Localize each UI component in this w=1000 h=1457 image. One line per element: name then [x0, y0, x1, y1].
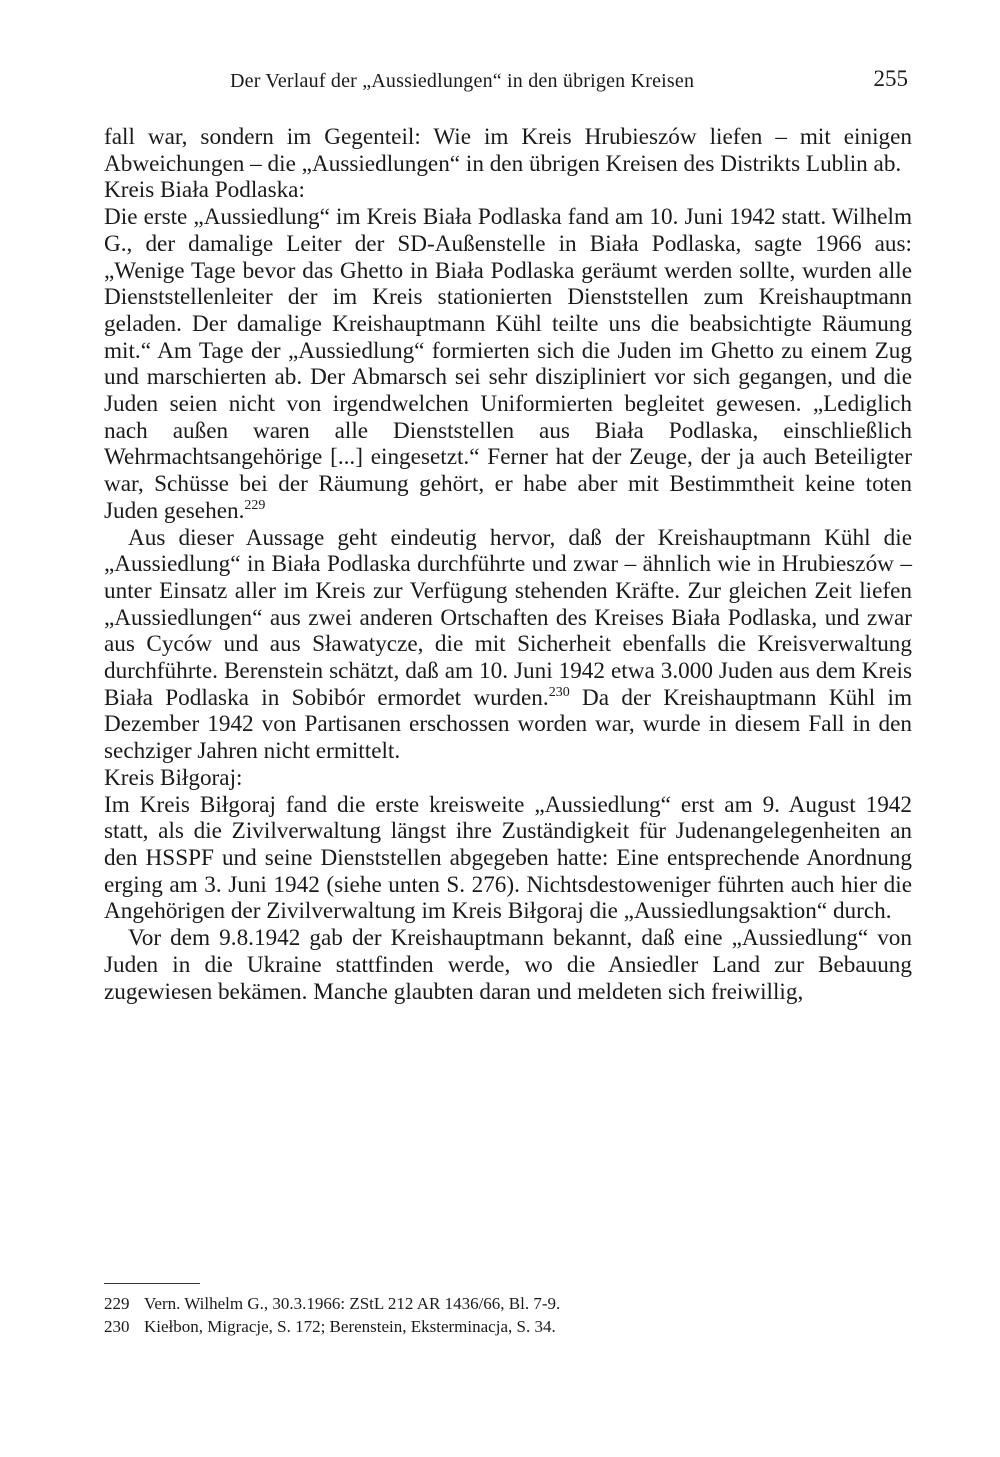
body-text: [104, 124, 912, 1005]
footnote-reference-230[interactable]: 230: [548, 684, 570, 700]
footnotes: [104, 1292, 912, 1338]
section-heading-bilgoraj: Kreis Biłgoraj:: [104, 764, 243, 791]
paragraph-text: Die erste „Aussiedlung“ im Kreis Biała Podlaska fand am 10. Juni 1942 statt. Wilhelm G., der damalige Leiter der SD-Außenstelle in Biała Podlaska, sagte 1966 aus: „Wenige Tage bevor das Ghetto in Biała Podlaska geräumt werden sollte, wurden alle Dienststellenleiter der im Kreis stationierten Dienststellen zum Kreishauptmann geladen. Der damalige Kreishauptmann Kühl teilte uns die beabsichtigte Räumung mit.“ Am Tage der „Aussiedlung“ formierten sich die Juden im Ghetto zu einem Zug und marschierten ab. Der Abmarsch sei sehr diszipliniert vor sich gegangen, und die Juden seien nicht von irgendwelchen Uniformierten begleitet gewesen. „Lediglich nach außen waren alle Dienststellen aus Biała Podlaska, einschließlich Wehrmachtsangehörige [...] eingesetzt.“ Ferner hat der Zeuge, der ja auch Beteiligter war, Schüsse bei der Räumung gehört, er habe aber mit Bestimmtheit keine toten Juden gesehen.: [104, 204, 912, 524]
page-number: 255: [873, 66, 908, 91]
footnote-number: 229: [104, 1294, 130, 1313]
footnote-reference-229[interactable]: 229: [244, 497, 266, 513]
paragraph-bilgoraj: Im Kreis Biłgoraj fand die erste kreisweite „Aussiedlung“ erst am 9. August 1942 statt, als die Zivilverwaltung längst ihre Zuständigkeit für Judenangelegenheiten an den HSSPF und seine Dienststellen abgegeben hatte: Eine entsprechende Anordnung erging am 3. Juni 1942 (siehe unten S. 276). Nichtsdestoweniger führten auch hier die Angehörigen der Zivilverwaltung im Kreis Biłgoraj die „Aussiedlungsaktion“ durch.: [104, 791, 912, 925]
footnote-number: 230: [104, 1317, 130, 1336]
footnote-230: [104, 1315, 912, 1338]
footnote-text: Vern. Wilhelm G., 30.3.1966: ZStL 212 AR 1436/66, Bl. 7-9.: [144, 1294, 561, 1313]
running-title: Der Verlauf der „Aussiedlungen“ in den übrigen Kreisen: [230, 70, 695, 92]
paragraph-text: Da der Kreishauptmann Kühl im Dezember 1942 von Partisanen erschossen worden war, wurde in diesem Fall in den sechziger Jahren nicht ermittelt.: [104, 684, 912, 765]
footnote-divider: [104, 1283, 200, 1284]
running-head: [104, 66, 912, 100]
footnote-229: [104, 1292, 912, 1315]
paragraph-text: Aus dieser Aussage geht eindeutig hervor, daß der Kreishauptmann Kühl die „Aussiedlung“ in Biała Podlaska durchführte und zwar – ähnlich wie in Hrubieszów – unter Einsatz aller im Kreis zur Verfügung stehenden Kräfte. Zur gleichen Zeit liefen „Aussiedlungen“ aus zwei anderen Ortschaften des Kreises Biała Podlaska, und zwar aus Cyców und aus Sławatycze, die mit Sicherheit ebenfalls die Kreisverwaltung durchführte. Berenstein schätzt, daß am 10. Juni 1942 etwa 3.000 Juden aus dem Kreis Biała Podlaska in Sobibór ermordet wurden.: [104, 524, 912, 711]
footnote-text: Kiełbon, Migracje, S. 172; Berenstein, Eksterminacja, S. 34.: [144, 1317, 556, 1336]
section-heading-biala-podlaska: Kreis Biała Podlaska:: [104, 177, 305, 204]
paragraph-biala-podlaska: [104, 204, 912, 524]
paragraph-announcement: Vor dem 9.8.1942 gab der Kreishauptmann bekannt, daß eine „Aussiedlung“ von Juden in die Ukraine stattfinden werde, wo die Ansiedler Land zur Bebauung zugewiesen bekämen. Manche glaubten daran und meldeten sich freiwillig,: [104, 925, 912, 1005]
paragraph-analysis: [104, 525, 912, 765]
paragraph-continuation: fall war, sondern im Gegenteil: Wie im Kreis Hrubieszów liefen – mit einigen Abweichungen – die „Aussiedlungen“ in den übrigen Kreisen des Distrikts Lublin ab.: [104, 124, 912, 177]
